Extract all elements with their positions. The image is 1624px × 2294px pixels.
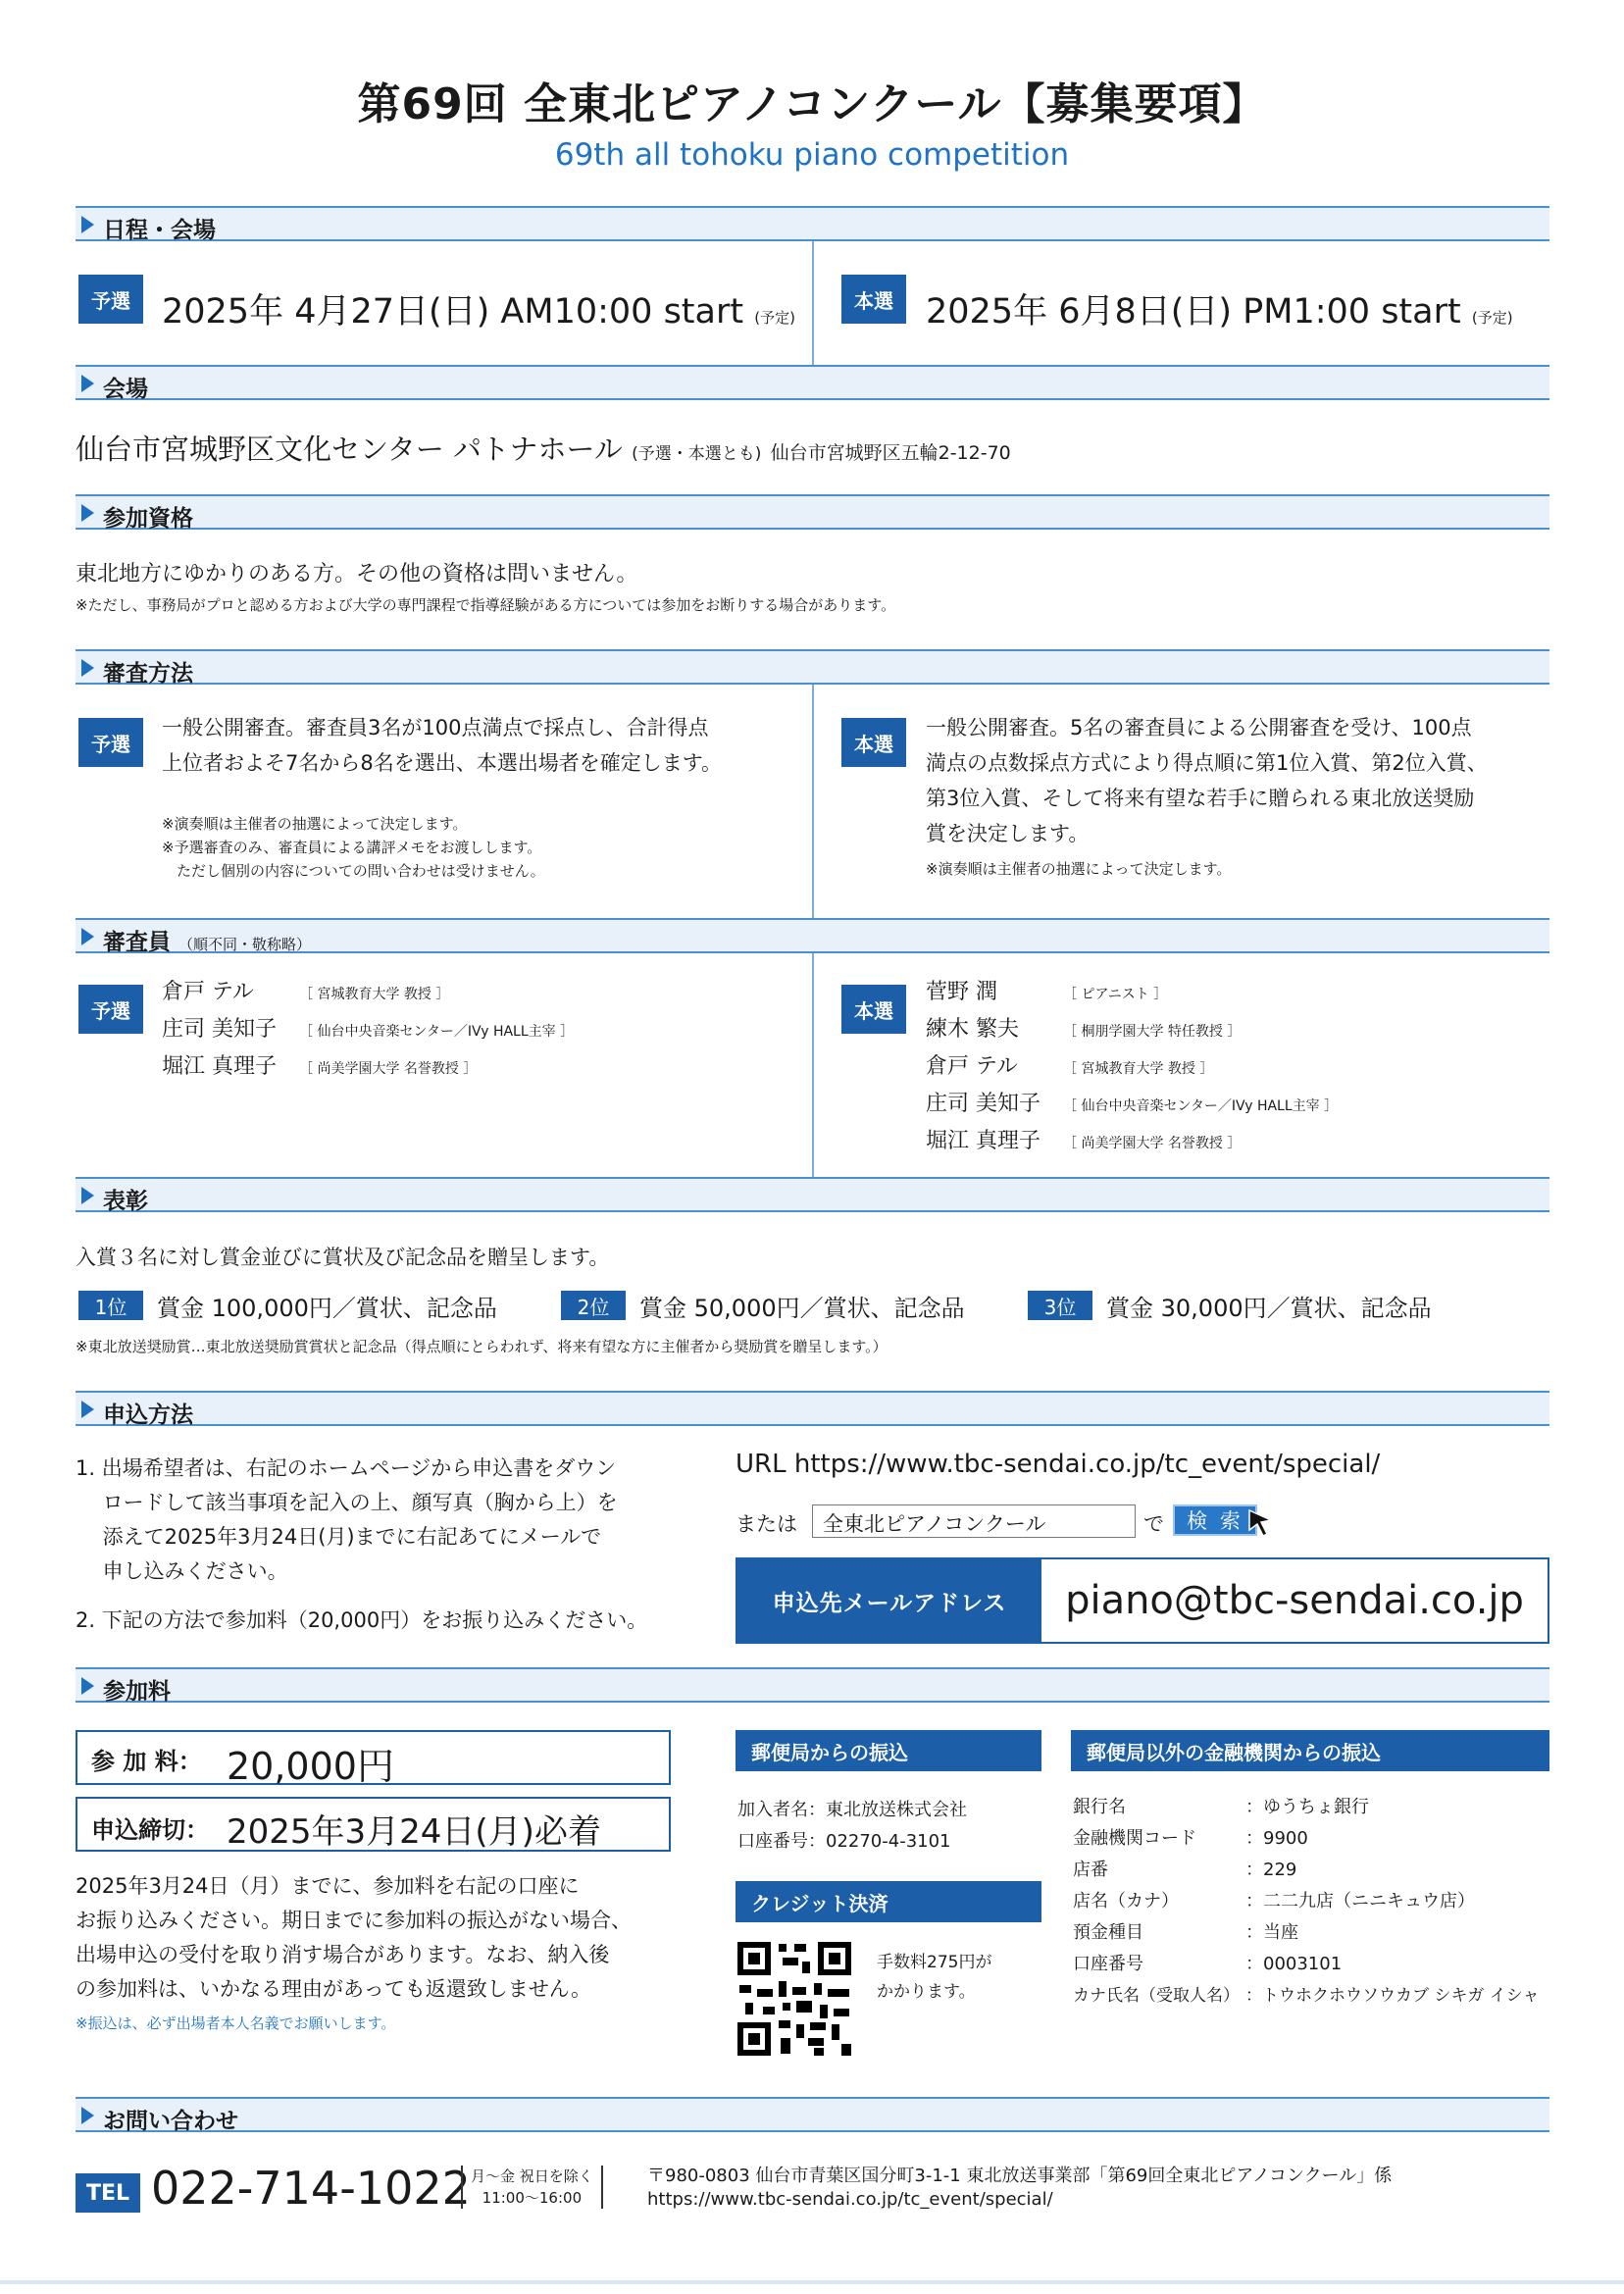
page-subtitle: 69th all tohoku piano competition <box>554 137 1070 173</box>
bank-row: 店番 ：229 <box>1073 1860 1297 1880</box>
bank-row: カナ氏名（受取人名） ：トウホクホウソウカブ シキガ イシャ <box>1073 1986 1540 2006</box>
badge-prelim: 予選 <box>78 985 143 1034</box>
tel-badge: TEL <box>76 2173 140 2213</box>
judging-final: 一般公開審査。5名の審査員による公開審査を受け、100点 満点の点数採点方式により得点順に第1位入賞、第2位入賞、 第3位入賞、そして将来有望な若手に贈られる東北放送奨励 賞を決定します。 <box>926 716 1488 845</box>
section-bar-venue <box>76 365 1549 400</box>
fee-label: 参 加 料： <box>91 1748 202 1775</box>
section-label: お問い合わせ <box>103 2109 238 2134</box>
triangle-icon <box>81 659 94 677</box>
section-label: 参加料 <box>103 1679 171 1705</box>
triangle-icon <box>81 1401 94 1418</box>
badge-final: 本選 <box>841 985 906 1034</box>
section-bar-judges <box>76 918 1549 953</box>
badge-prelim: 予選 <box>78 275 143 324</box>
judging-prelim-notes: ※演奏順は主催者の抽選によって決定します。 ※予選審査のみ、審査員による講評メモをお渡しします。 ただし個別の内容についての問い合わせは受けません。 <box>162 815 545 880</box>
section-label: 表彰 <box>103 1189 148 1214</box>
divider <box>812 241 814 365</box>
judges-final-list <box>926 975 1338 1161</box>
badge-prelim: 予選 <box>78 718 143 767</box>
search-button[interactable]: 検 索 <box>1173 1504 1257 1536</box>
judging-final-note: ※演奏順は主催者の抽選によって決定します。 <box>926 860 1232 878</box>
badge-final: 本選 <box>841 275 906 324</box>
section-bar-schedule <box>76 206 1549 241</box>
eligibility-note: ※ただし、事務局がプロと認める方および大学の専門課程で指導経験がある方については参加をお断りする場合があります。 <box>76 596 896 614</box>
badge-final: 本選 <box>841 718 906 767</box>
judge-row: 堀江 真理子 ［ 尚美学園大学 名誉教授 ］ <box>926 1129 1242 1153</box>
fee-note: ※振込は、必ず出場者本人名義でお願いします。 <box>76 2014 396 2032</box>
triangle-icon <box>81 1187 94 1204</box>
triangle-icon <box>81 504 94 522</box>
rank-badge-2: 2位 <box>561 1291 626 1320</box>
contact-url[interactable]: https://www.tbc-sendai.co.jp/tc_event/special/ <box>647 2189 1053 2210</box>
section-bar-contact <box>76 2097 1549 2132</box>
prize-2: 賞金 50,000円／賞状、記念品 <box>639 1295 965 1322</box>
fee-box <box>76 1730 671 1788</box>
section-bar-apply <box>76 1391 1549 1426</box>
prize-3: 賞金 30,000円／賞状、記念品 <box>1106 1295 1432 1322</box>
final-date: 2025年 6月8日(日) PM1:00 start (予定) <box>926 292 1513 331</box>
section-label: 会場 <box>103 377 148 402</box>
judges-prelim-list <box>162 975 574 1087</box>
section-label: 参加資格 <box>103 506 193 532</box>
mail-label: 申込先メールアドレス <box>737 1559 1041 1642</box>
prelim-date: 2025年 4月27日(日) AM10:00 start (予定) <box>162 292 795 331</box>
section-bar-eligibility <box>76 494 1549 530</box>
section-bar-fee <box>76 1667 1549 1703</box>
venue-line: 仙台市宮城野区文化センター パトナホール (予選・本選とも) 仙台市宮城野区五輪2-12-70 <box>76 433 1011 466</box>
search-de-label: で <box>1143 1512 1164 1536</box>
deadline-box <box>76 1797 671 1852</box>
deadline-label: 申込締切： <box>91 1816 209 1844</box>
judge-row: 練木 繁夫 ［ 桐朋学園大学 特任教授 ］ <box>926 1017 1242 1042</box>
divider <box>812 953 814 1177</box>
page-title: 第69回 全東北ピアノコンクール【募集要項】 <box>357 79 1267 129</box>
section-bar-judging <box>76 649 1549 685</box>
tel-hours: 月〜金 祝日を除く 11:00〜16:00 <box>461 2166 603 2209</box>
apply-url[interactable]: URL https://www.tbc-sendai.co.jp/tc_event/special/ <box>736 1450 1381 1479</box>
credit-info: 手数料275円が かかります。 <box>877 1953 992 2002</box>
awards-intro: 入賞３名に対し賞金並びに賞状及び記念品を贈呈します。 <box>76 1246 610 1269</box>
cursor-icon <box>1243 1504 1277 1538</box>
triangle-icon <box>81 928 94 945</box>
judge-row: 菅野 潤 ［ ピアニスト ］ <box>926 980 1168 1004</box>
bank-row: 金融機関コード ：9900 <box>1073 1828 1308 1849</box>
judge-row: 庄司 美知子 ［ 仙台中央音楽センター／IVy HALL主宰 ］ <box>162 1017 575 1042</box>
judge-row: 堀江 真理子 ［ 尚美学園大学 名誉教授 ］ <box>162 1054 478 1079</box>
fee-value: 20,000円 <box>227 1745 394 1788</box>
triangle-icon <box>81 2107 94 2124</box>
rank-badge-3: 3位 <box>1028 1291 1092 1320</box>
judge-row: 庄司 美知子 ［ 仙台中央音楽センター／IVy HALL主宰 ］ <box>926 1092 1339 1116</box>
section-label: 審査方法 <box>103 661 193 687</box>
search-or-label: または <box>736 1512 797 1536</box>
rank-badge-1: 1位 <box>78 1291 143 1320</box>
mail-box <box>736 1557 1549 1644</box>
bank-row: 店名（カナ） ：二二九店（ニニキュウ店） <box>1073 1891 1475 1912</box>
bottom-rule <box>0 2280 1624 2284</box>
section-bar-awards <box>76 1177 1549 1212</box>
section-label: 申込方法 <box>103 1402 193 1428</box>
eligibility-main: 東北地方にゆかりのある方。その他の資格は問いません。 <box>76 562 638 586</box>
triangle-icon <box>81 375 94 392</box>
section-label: 審査員 （順不同・敬称略） <box>103 930 312 955</box>
bank-row: 預金種目 ：当座 <box>1073 1922 1298 1943</box>
search-input[interactable]: 全東北ピアノコンクール <box>812 1504 1136 1538</box>
judging-prelim: 一般公開審査。審査員3名が100点満点で採点し、合計得点 上位者およそ7名から8名を選出、本選出場者を確定します。 <box>162 716 723 775</box>
judge-row: 倉戸 テル ［ 宮城教育大学 教授 ］ <box>926 1054 1214 1079</box>
postal-info: 加入者名：東北放送株式会社 口座番号：02270-4-3101 <box>737 1800 967 1852</box>
apply-step2: 2. 下記の方法で参加料（20,000円）をお振り込みください。 <box>76 1608 648 1632</box>
contact-address: 〒980-0803 仙台市青葉区国分町3-1-1 東北放送事業部「第69回全東北ピアノコンクール」係 <box>647 2166 1393 2186</box>
prize-1: 賞金 100,000円／賞状、記念品 <box>157 1295 497 1322</box>
divider <box>812 685 814 918</box>
triangle-icon <box>81 1677 94 1695</box>
section-label: 日程・会場 <box>103 218 216 243</box>
mail-address[interactable]: piano@tbc-sendai.co.jp <box>1065 1578 1524 1623</box>
awards-note: ※東北放送奨励賞…東北放送奨励賞賞状と記念品（得点順にとらわれず、将来有望な方に主催者から奨励賞を贈呈します。） <box>76 1338 888 1355</box>
triangle-icon <box>81 216 94 233</box>
qr-code-icon[interactable] <box>736 1940 853 2058</box>
bank-row: 銀行名 ：ゆうちょ銀行 <box>1073 1797 1369 1817</box>
deadline-value: 2025年3月24日(月)必着 <box>227 1812 601 1852</box>
judge-row: 倉戸 テル ［ 宮城教育大学 教授 ］ <box>162 980 450 1004</box>
credit-head: クレジット決済 <box>736 1881 1041 1922</box>
apply-step1: 1. 出場希望者は、右記のホームページから申込書をダウン ロードして該当事項を記入の上、顔写真（胸から上）を 添えて2025年3月24日(月)までに右記あてにメールで 申し込みください。 <box>76 1456 618 1583</box>
postal-head: 郵便局からの振込 <box>736 1730 1041 1771</box>
bank-row: 口座番号 ：0003101 <box>1073 1954 1343 1974</box>
bank-head: 郵便局以外の金融機関からの振込 <box>1071 1730 1549 1771</box>
fee-description: 2025年3月24日（月）までに、参加料を右記の口座に お振り込みください。期日までに参加料の振込がない場合、 出場申込の受付を取り消す場合があります。なお、納入後 の参加料は、いかなる理由があっても返還致しません。 <box>76 1874 632 2001</box>
tel-number[interactable]: 022-714-1022 <box>151 2162 471 2215</box>
